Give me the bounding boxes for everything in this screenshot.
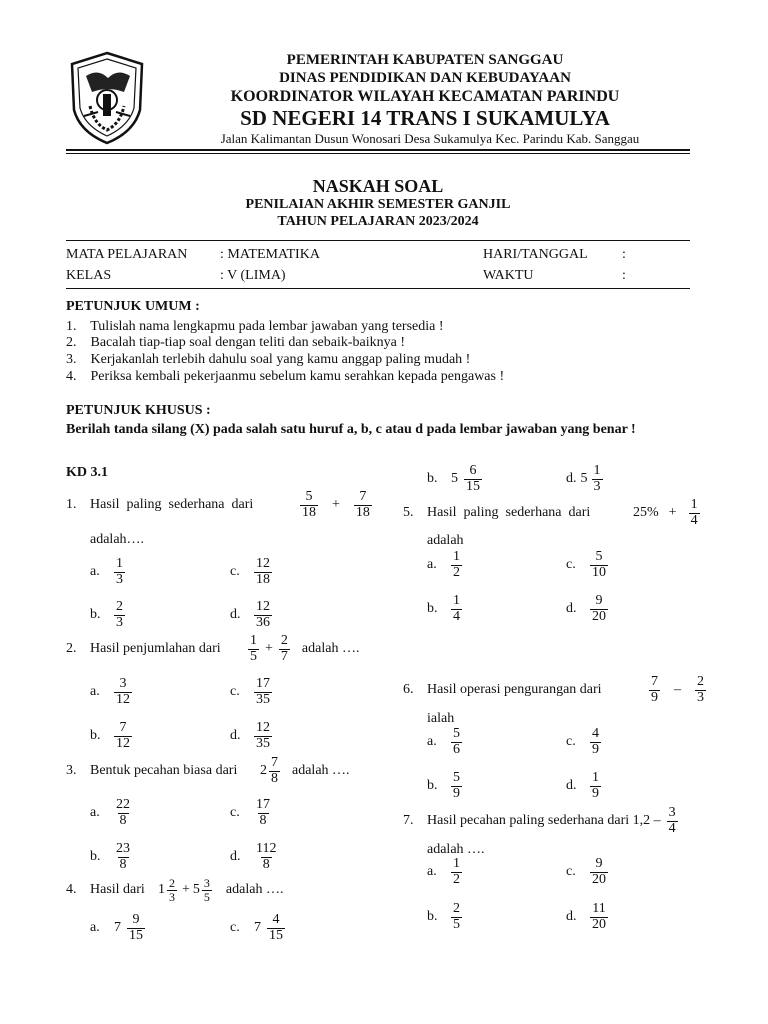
header-divider-thick xyxy=(66,149,690,151)
question-text: Hasil pecahan paling sederhana dari 1,2 – xyxy=(427,813,661,829)
option-a[interactable]: a. $\frac{1}{3}$ xyxy=(90,556,123,587)
option-d[interactable]: d. $\frac{9}{20}$ xyxy=(566,593,606,624)
option-c[interactable]: c. $\frac{4}{9}$ xyxy=(566,726,599,757)
question-text: Hasil paling sederhana dari xyxy=(427,505,591,521)
question-tail: adalah xyxy=(427,533,464,548)
time-value: : xyxy=(622,268,626,283)
fraction: $\frac{5}{18}$ xyxy=(302,489,316,520)
day-label: HARI/TANGGAL xyxy=(483,247,588,262)
fraction: $\frac{7}{18}$ xyxy=(355,489,370,520)
question-number: 3. xyxy=(66,763,77,779)
option-d[interactable]: d. $\frac{12}{36}$ xyxy=(230,599,270,630)
question-6: 6. Hasil operasi pengurangan dari $\frac{7}{9}$ – $\frac{2}{3}$ xyxy=(403,674,704,705)
class-value: : V (LIMA) xyxy=(220,268,286,283)
special-heading: PETUNJUK KHUSUS : xyxy=(66,403,211,418)
special-text: Berilah tanda silang (X) pada salah satu huruf a, b, c atau d pada lembar jawaban yang benar ! xyxy=(66,422,636,437)
option-b[interactable]: b. 5 $\frac{6}{15}$ xyxy=(427,463,480,494)
option-b[interactable]: b. $\frac{23}{8}$ xyxy=(90,841,130,872)
general-heading: PETUNJUK UMUM : xyxy=(66,299,200,314)
fraction: $\frac{7}{9}$ xyxy=(651,674,658,705)
option-a[interactable]: a. 7 $\frac{9}{15}$ xyxy=(90,912,143,943)
option-a[interactable]: a. $\frac{5}{6}$ xyxy=(427,726,460,757)
header-line-1: PEMERINTAH KABUPATEN SANGGAU xyxy=(286,52,564,68)
question-3: 3. Bentuk pecahan biasa dari 2 $\frac{7}{8}$ adalah …. xyxy=(66,755,350,786)
question-4: 4. Hasil dari 1 $\frac{2}{3}$ + 5 $\frac{3}{5}$ adalah …. xyxy=(66,876,284,904)
info-divider-top xyxy=(66,240,690,241)
header-line-3: KOORDINATOR WILAYAH KECAMATAN PARINDU xyxy=(230,88,620,105)
option-d[interactable]: d. $\frac{1}{9}$ xyxy=(566,770,599,801)
question-text: Hasil paling sederhana dari xyxy=(90,497,254,513)
question-5: 5. Hasil paling sederhana dari 25% + $\frac{1}{4}$ xyxy=(403,497,698,528)
question-number: 1. xyxy=(66,497,77,513)
option-c[interactable]: c. 7 $\frac{4}{15}$ xyxy=(230,912,283,943)
kd-label: KD 3.1 xyxy=(66,465,108,480)
time-label: WAKTU xyxy=(483,268,534,283)
header-line-2: DINAS PENDIDIKAN DAN KEBUDAYAAN xyxy=(279,70,571,86)
general-item: 4. Periksa kembali pekerjaanmu sebelum kamu serahkan kepada pengawas ! xyxy=(66,369,505,384)
general-item: 3. Kerjakanlah terlebih dahulu soal yang kamu anggap paling mudah ! xyxy=(66,352,471,367)
fraction: $\frac{2}{3}$ xyxy=(169,876,175,904)
general-item: 2. Bacalah tiap-tiap soal dengan teliti dan sebaik-baiknya ! xyxy=(66,335,405,350)
class-label: KELAS xyxy=(66,268,112,283)
school-address: Jalan Kalimantan Dusun Wonosari Desa Sukamulya Kec. Parindu Kab. Sanggau xyxy=(220,131,640,146)
question-number: 7. xyxy=(403,813,414,829)
option-d[interactable]: d. $\frac{12}{35}$ xyxy=(230,720,270,751)
option-c[interactable]: c. $\frac{17}{35}$ xyxy=(230,676,270,707)
fraction: $\frac{1}{5}$ xyxy=(250,633,257,664)
subject-label: MATA PELAJARAN xyxy=(66,247,188,262)
option-b[interactable]: b. $\frac{5}{9}$ xyxy=(427,770,460,801)
question-2: 2. Hasil penjumlahan dari $\frac{1}{5}$ + $\frac{2}{7}$ adalah …. xyxy=(66,633,360,664)
question-number: 4. xyxy=(66,882,77,898)
option-b[interactable]: b. $\frac{7}{12}$ xyxy=(90,720,130,751)
question-text: Hasil dari xyxy=(90,882,145,898)
option-b[interactable]: b. $\frac{2}{5}$ xyxy=(427,901,460,932)
option-a[interactable]: a. $\frac{3}{12}$ xyxy=(90,676,130,707)
fraction: $\frac{2}{7}$ xyxy=(280,633,288,664)
option-c[interactable]: c. $\frac{17}{8}$ xyxy=(230,797,270,828)
fraction: $\frac{7}{8}$ xyxy=(271,755,278,786)
school-name: SD NEGERI 14 TRANS I SUKAMULYA xyxy=(240,106,610,130)
question-7 xyxy=(403,806,680,836)
doc-subtitle-1: PENILAIAN AKHIR SEMESTER GANJIL xyxy=(245,197,511,212)
question-number: 5. xyxy=(403,505,414,521)
header-divider-thin xyxy=(66,153,690,154)
question-number: 6. xyxy=(403,682,414,698)
option-c[interactable]: c. $\frac{12}{18}$ xyxy=(230,556,270,587)
question-number: 2. xyxy=(66,641,77,657)
option-a[interactable]: a. $\frac{22}{8}$ xyxy=(90,797,130,828)
fraction: $\frac{1}{4}$ xyxy=(690,497,698,528)
regency-logo xyxy=(68,50,146,146)
general-item: 1. Tulislah nama lengkapmu pada lembar jawaban yang tersedia ! xyxy=(66,319,444,334)
option-b[interactable]: b. $\frac{2}{3}$ xyxy=(90,599,123,630)
day-value: : xyxy=(622,247,626,262)
option-d[interactable]: d. $\frac{112}{8}$ xyxy=(230,841,277,872)
question-text: Hasil operasi pengurangan dari xyxy=(427,682,602,698)
fraction: $\frac{2}{3}$ xyxy=(697,674,704,705)
option-b[interactable]: b. $\frac{1}{4}$ xyxy=(427,593,460,624)
option-c[interactable]: c. $\frac{5}{10}$ xyxy=(566,549,606,580)
fraction: $\frac{3}{5}$ xyxy=(203,876,210,904)
option-d[interactable]: d. 5 $\frac{1}{3}$ xyxy=(566,463,601,494)
doc-subtitle-2: TAHUN PELAJARAN 2023/2024 xyxy=(277,214,479,229)
question-tail: adalah…. xyxy=(90,532,145,547)
option-a[interactable]: a. $\frac{1}{2}$ xyxy=(427,549,460,580)
question-tail: ialah xyxy=(427,711,455,726)
option-a[interactable]: a. $\frac{1}{2}$ xyxy=(427,856,460,887)
option-d[interactable]: d. $\frac{11}{20}$ xyxy=(566,901,606,932)
doc-title: NASKAH SOAL xyxy=(312,176,444,196)
question-text: Bentuk pecahan biasa dari xyxy=(90,763,238,779)
question-1: 1. Hasil paling sederhana dari $\frac{5}{18}$ + $\frac{7}{18}$ xyxy=(66,489,370,520)
info-divider-bottom xyxy=(66,288,690,289)
option-c[interactable]: c. $\frac{9}{20}$ xyxy=(566,856,606,887)
question-text: Hasil penjumlahan dari xyxy=(90,641,221,657)
fraction: $\frac{3}{4}$ xyxy=(668,805,676,836)
question-tail: adalah …. xyxy=(427,842,485,857)
subject-value: : MATEMATIKA xyxy=(220,247,320,262)
